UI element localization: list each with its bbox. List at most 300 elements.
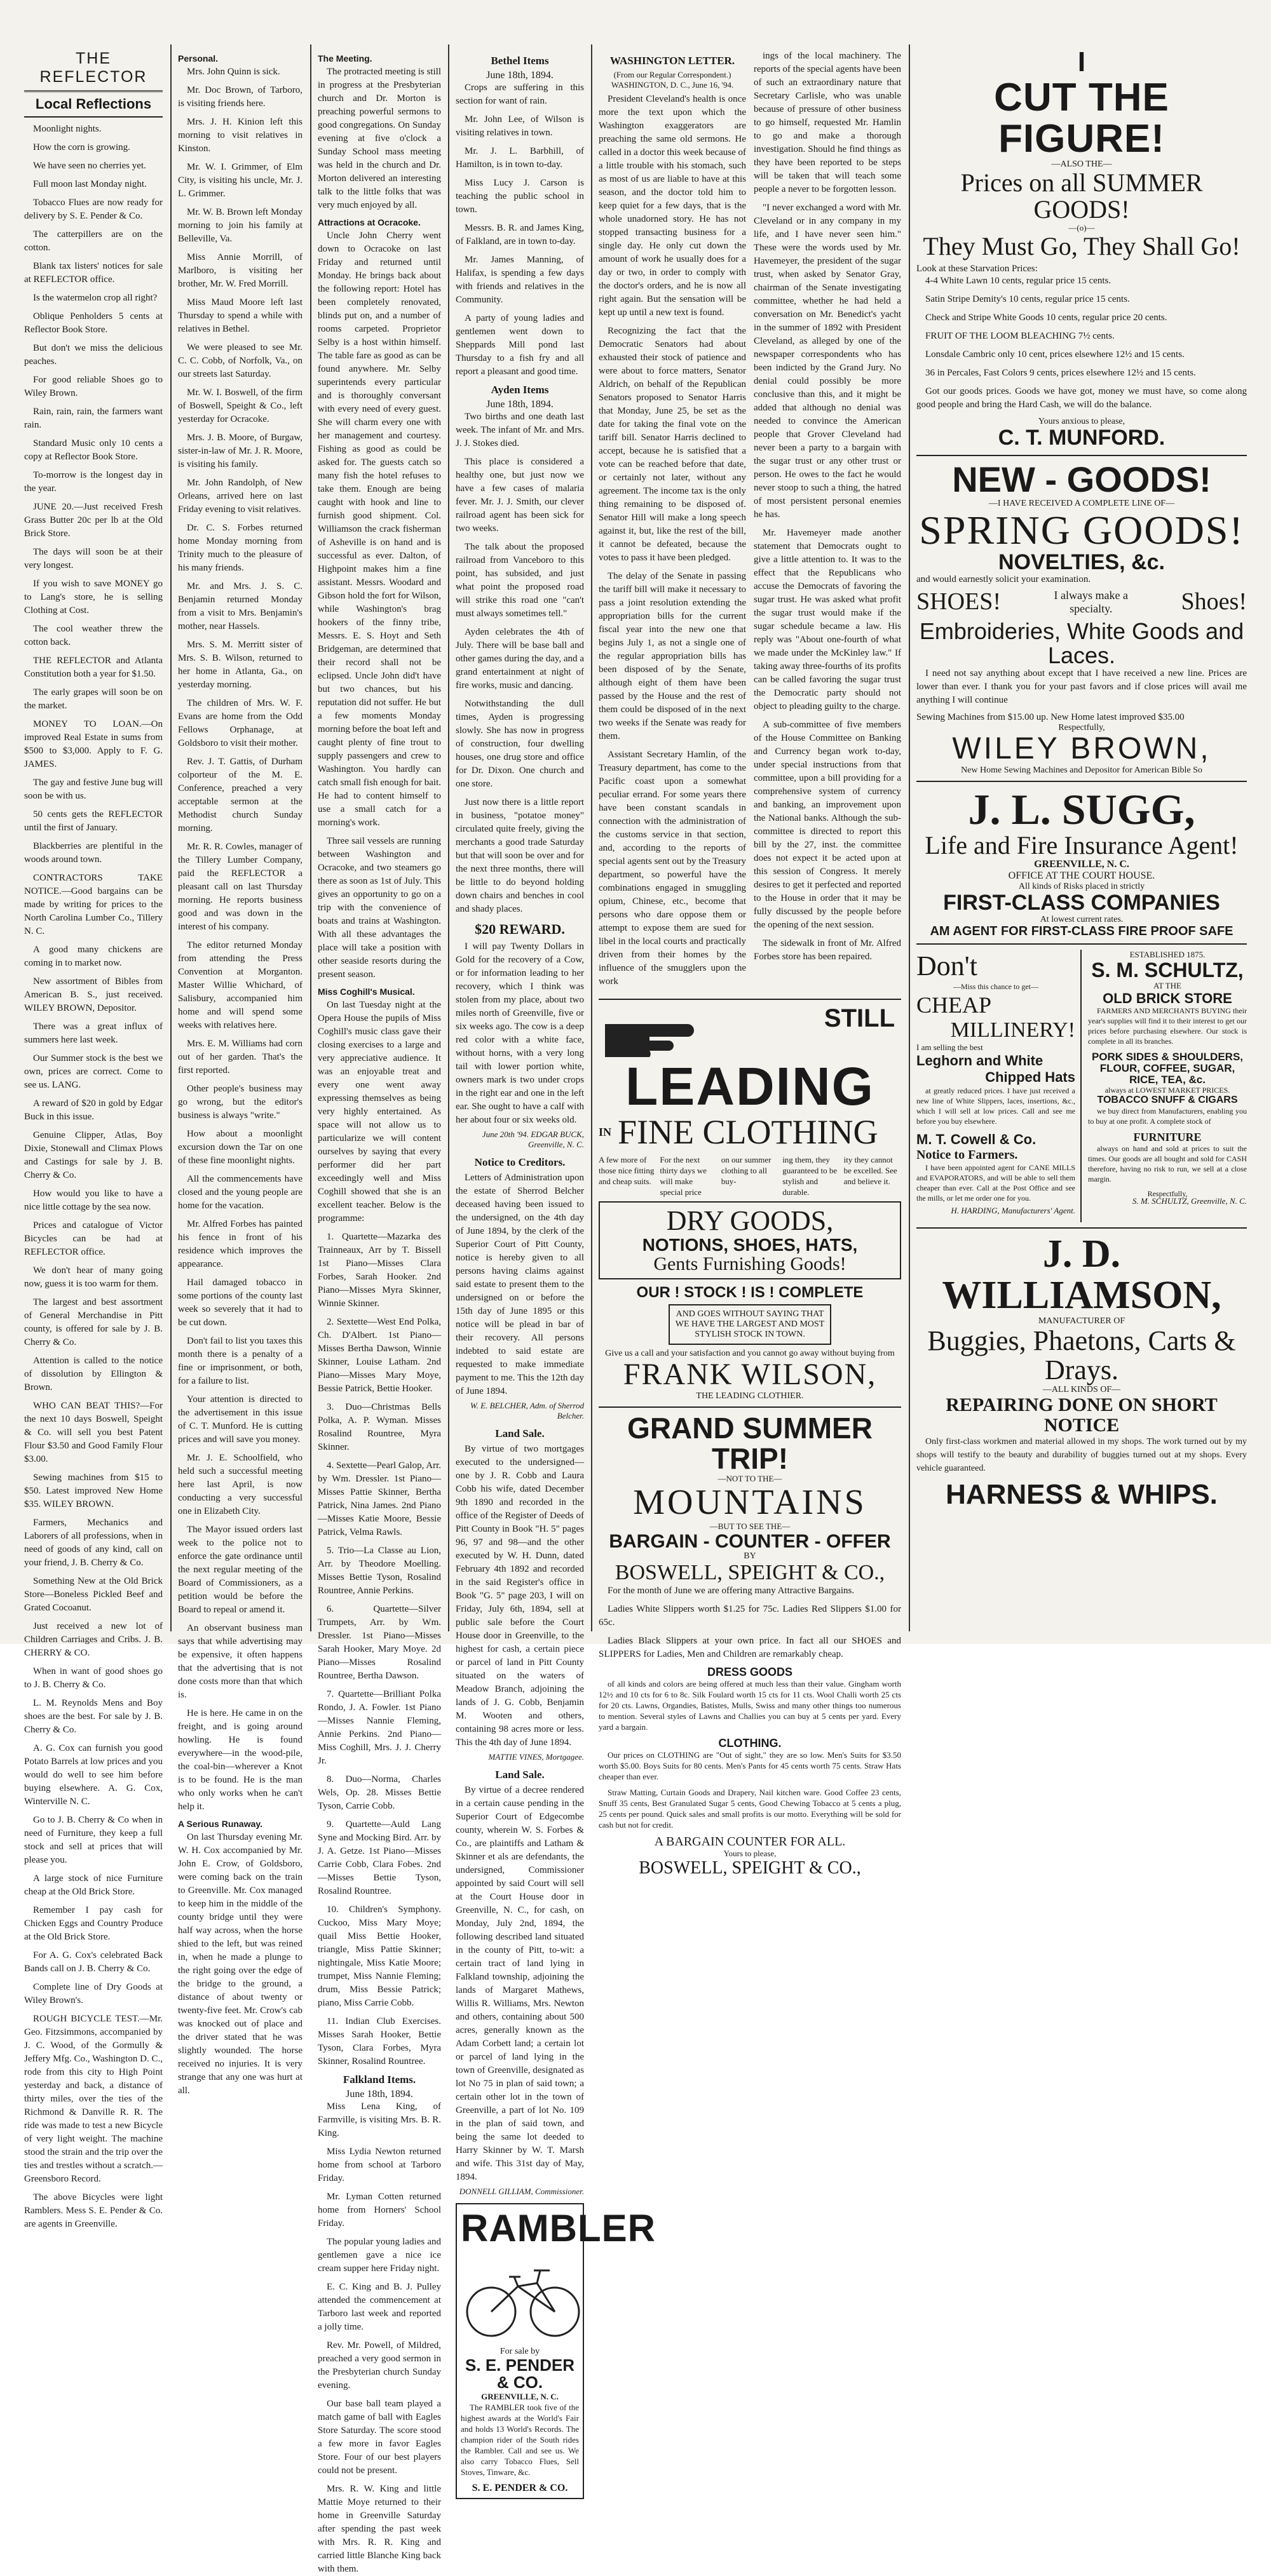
call-text: Give us a call and your satisfaction and you cannot go away without buying from [605, 1349, 895, 1359]
dry-goods-heading: DRY GOODS, [666, 1204, 834, 1236]
rambler-title: RAMBLER [461, 2207, 656, 2249]
runaway-article [178, 1831, 302, 2098]
sugg-city: GREENVILLE, N. C. [1034, 859, 1129, 870]
paragraph: Rain, rain, rain, the farmers want rain. [24, 407, 163, 430]
paragraph: Is the watermelon crop all right? [33, 293, 158, 303]
paragraph: Dr. C. S. Forbes returned home Monday morning from Trinity much to the pleasure of his many friends. [178, 523, 302, 573]
all-kinds-label: —ALL KINDS OF— [1042, 1385, 1121, 1395]
gents-heading: Gents Furnishing Goods! [653, 1253, 846, 1275]
frank-wilson-name: FRANK WILSON, [623, 1358, 877, 1392]
old-brick-store: OLD BRICK STORE [1103, 990, 1232, 1007]
prices-heading: Prices on all SUMMER GOODS! [960, 168, 1203, 224]
paragraph: A large stock of nice Furniture cheap at the Old Brick Store. [24, 1873, 163, 1897]
reward-text: I will pay Twenty Dollars in Gold for the recovery of a Cow, or for information leading to her recovery, which I think was stolen from my place, about two miles north of Greenville, five or six weeks ago. The cow is a deep red color with a white face, without horns, with a very long tail with lower portion white, owners mark is two under crops in the right ear and one in the left ear. She ought to have a calf with her about four or six weeks old. [456, 941, 584, 1125]
by-label: BY [744, 1551, 756, 1561]
paragraph: Moonlight nights. [33, 124, 102, 134]
paragraph: 4. Sextette—Pearl Galop, Arr. by Wm. Dressler. 1st Piano—Misses Pattie Skinner, Bertha Patrick, Nina James. 2nd Piano—Misses Katie Moore, Bessie Patrick, Velma Rawls. [318, 1460, 441, 1537]
ocracoke-article [318, 229, 441, 981]
williamson-ad [916, 1234, 1247, 1510]
land-sale-text: By virtue of a decree rendered in a certain cause pending in the Superior Court of Edgecombe county, wherein W. S. Forbes & Co., are plaintiffs and Latham & Skinner et als are defendants, the undersigned, Commissioner appointed by said Court will sell at the Court House door in Greenville, N. C., for cash, on Monday, July 2nd, 1894, the following described land situated in the county of Pitt, to-wit: a certain tract of land lying in Falkland township, adjoining the lands of Margaret Mathews, Willis R. Williams, Mrs. Newton and others, containing about 500 acres, generally known as the Adam Corbett land; a certain lot or parcel of land lying in the town of Greenville, designated as lot No 75 in plan of said town; a certain other lot in the town of Greenville, a part of lot No. 109 in the plan of said town, and being the same lot deeded to Harry Skinner by W. T. Marsh and wife. This 31st day of May, 1894. [456, 1785, 584, 2182]
paragraph: Miss Lucy J. Carson is teaching the public school in town. [456, 178, 584, 215]
paragraph: Mrs. J. H. Kinion left this morning to visit relatives in Kinston. [178, 117, 302, 154]
paragraph: Three sail vessels are running between Washington and Ocracoke, and two steamers go there as soon as 1st of July. This gives an opportunity to go on a trip with the convenience of boats and trains at Washington. With all these advantages the place will take a position with other seaside resorts during the present season. [318, 836, 441, 980]
dress-goods-heading: DRESS GOODS [707, 1666, 793, 1679]
received-label: —I HAVE RECEIVED A COMPLETE LINE OF— [988, 498, 1175, 508]
munford-signature: C. T. MUNFORD. [998, 426, 1166, 450]
leading-heading: LEADING [625, 1056, 874, 1116]
paragraph: How the corn is growing. [33, 142, 130, 152]
paragraph: Messrs. B. R. and James King, of Falkland, are in town to-day. [456, 223, 584, 246]
paragraph: For the month of June we are offering many Attractive Bargains. [608, 1586, 855, 1596]
munford-text: Got our goods prices. Goods we have got, money we must have, so come along good people and bring the Hard Cash, we will do the balance. [916, 386, 1247, 410]
paragraph: Mr. John Randolph, of New Orleans, arrived here on last Friday evening to visit relatives. [178, 478, 302, 515]
brown-text: I need not say anything about except that I have received a new line. Prices are lower than ever. I thank you for your past favors and if close prices will avail me anything I will continue [916, 668, 1247, 706]
section-heading: Notice to Creditors. [474, 1156, 566, 1168]
flour-heading: FLOUR, COFFEE, SUGAR, [1099, 1062, 1235, 1075]
repairing-heading: REPAIRING DONE ON SHORT NOTICE [946, 1394, 1218, 1436]
paragraph: Just received a new lot of Children Carriages and Cribs. J. B. CHERRY & CO. [24, 1621, 163, 1658]
paragraph: But don't we miss the delicious peaches. [24, 343, 163, 367]
paragraph: Rev. Mr. Powell, of Mildred, preached a very good sermon in the Presbyterian church Sunday evening. [318, 2340, 441, 2391]
section-heading: A Serious Runaway. [178, 1819, 263, 1829]
paragraph: On last Tuesday night at the Opera House the pupils of Miss Coghill's music class gave their closing exercises to a large and very appreciative audience. It was an enjoyable treat and every one went away expressing themselves as being very highly entertained. As space will not allow us to particularize we will content ourselves by saying that every performer did her part exceedingly well and Miss Coghill showed that she is an excellent teacher. Below is the programme: [318, 1000, 441, 1224]
washington-letter [599, 50, 901, 994]
paragraph: Genuine Clipper, Atlas, Boy Dixie, Stonewall and Climax Plows and Castings for sale by J. B. Cherry & Co. [24, 1130, 163, 1180]
firm-name: BOSWELL, SPEIGHT & CO., [615, 1561, 885, 1585]
wiley-brown-name: WILEY BROWN, [952, 732, 1211, 766]
column-meeting [311, 50, 447, 2574]
paragraph: Don't fail to list you taxes this month there is a penalty of a fine or imprisonment, or both, for a failure to list. [178, 1336, 302, 1386]
paragraph: For A. G. Cox's celebrated Back Bands call on J. B. Cherry & Co. [24, 1950, 163, 1974]
munford-ad [916, 48, 1247, 450]
paragraph: Mr. W. I. Boswell, of the firm of Boswell, Speight & Co., left yesterday for Ocracoke. [178, 388, 302, 424]
yours-label: Yours to please, [723, 1848, 777, 1858]
notice-heading: Notice to Farmers. [916, 1147, 1018, 1162]
paragraph: Crops are suffering in this section for want of rain. [456, 83, 584, 106]
paragraph: 50 cents gets the REFLECTOR until the first of January. [24, 809, 163, 833]
bicycle-illustration [461, 2248, 585, 2343]
paragraph: Other people's business may go wrong, but the editor's business is always "write." [178, 1084, 302, 1121]
wiley-brown-ad [916, 461, 1247, 776]
paragraph: We were pleased to see Mr. C. C. Cobb, of Norfolk, Va., on our streets last Saturday. [178, 342, 302, 379]
paragraph: Miss Annie Morrill, of Marlboro, is visiting her brother, Mr. W. Fred Morrill. [178, 252, 302, 289]
furniture-text: always on hand and sold at prices to suit the times. Our goods are all bought and sold for CASH therefore, having no risk to run, we sell at a close margin. [1088, 1143, 1247, 1183]
section-heading: Local Reflections [24, 96, 163, 118]
column-washington [592, 50, 907, 1878]
dealer-city: GREENVILLE, N. C. [481, 2391, 559, 2401]
paragraph: Two births and one death last week. The infant of Mr. and Mrs. J. J. Stokes died. [456, 412, 584, 448]
paragraph: The popular young ladies and gentlemen gave a nice ice cream supper here Friday night. [318, 2237, 441, 2274]
agent-text: AM AGENT FOR FIRST-CLASS FIRE PROOF SAFE [930, 924, 1234, 938]
paragraph: He is here. He came in on the freight, and is going around howling. He is found everywhere—in the wood-pile, the coal-bin—wherever a Knot is to be found. He is the man who only works when he can't help it. [178, 1708, 302, 1812]
paragraph: The editor returned Monday from attending the Press Convention at Morganton. Master Willie Whichard, of Salisbury, accompanied him home and will spend some weeks with relatives here. [178, 940, 302, 1030]
cowell-text: at greatly reduced prices. I have just received a new line of White Slippers, laces, insertions, &c., which I will sell at low prices. Call and see me before you buy elsewhere. [916, 1086, 1075, 1126]
resp-label: Respectfully, [1058, 723, 1105, 733]
section-heading: Land Sale. [495, 1769, 545, 1781]
williamson-text: Only first-class workmen and material allowed in my shops. The work turned out by my shops will testify to the beauty and durability of buggies turned out at my shops. Every vehicle guaranteed. [916, 1437, 1247, 1474]
offer-text: For the next thirty days we will make special price [660, 1154, 707, 1197]
section-heading: Miss Coghill's Musical. [318, 987, 415, 997]
masthead: THE REFLECTOR [24, 50, 163, 92]
personal-list [178, 65, 302, 1814]
paragraph: Your attention is directed to the advertisement in this issue of C. T. Munford. He is cutting prices and will save you money. [178, 1394, 302, 1445]
paragraph: On last Thursday evening Mr. W. H. Cox accompanied by Mr. John E. Crow, of Goldsboro, were coming back on the train to Greenville. Mr. Cox managed to keep him in the middle of the county bridge until they were half way across, when the horse shied to the left, but was reined in, when he made a plunge to the right going over the edge of the bridge to the ground, a distance of about twenty or twenty-five feet. Mr. Crow's cab was knocked out of place and the driver stated that he was slightly wounded. The horse received no injuries. It is very strange that any one was hurt at all. [178, 1832, 302, 2096]
article-paragraph: The delay of the Senate in passing the tariff bill will make it necessary to pass a joint resolution extending the appropriation bills for the current fiscal year into the new one that begins July 1, as not a single one of the regular appropriation bills has been disposed of by the Senate, although eight of them have been passed by the House and the rest of them could be disposed of in the next two weeks if the Senate was ready for them. [599, 571, 746, 741]
paragraph: The talk about the proposed railroad from Vanceboro to this point, has subsided, and just what point the proposed road will strike this road one "can't must always sometimes tell." [456, 542, 584, 619]
shoes-heading: SHOES! [916, 588, 1002, 615]
boswell-speight-ad [599, 1413, 901, 1878]
article-paragraph: Assistant Secretary Hamlin, of the Treasury department, has come to the Pacific coast upon a somewhat peculiar errand. For some years there have been constant scandals in connection with the administration of the customs service in that section, and, according to the reports of special agents sent out by the Treasury department, so powerful have the combinations engaged in smuggling opium, Chinese, etc., become that persons who dare oppose them or attempt to expose them are sued for libel in the local courts and practically driven from their homes by the influence of the smugglers upon the work [599, 750, 746, 987]
paragraph: The above Bicycles were light Ramblers. Mess S. E. Pender & Co. are agents in Greenville. [24, 2192, 163, 2229]
paragraph: 5. Trio—La Classe au Lion, Arr. by Theodore Moelling. Misses Bettie Tyson, Rosalind Rountree, Annie Perkins. [318, 1546, 441, 1596]
paragraph: Miss Maud Moore left last Thursday to spend a while with relatives in Bethel. [178, 297, 302, 334]
trip-heading: GRAND SUMMER TRIP! [627, 1411, 873, 1475]
paragraph: CONTRACTORS TAKE NOTICE.—Good bargains can be made by writing for prices to the North Carolina Lumber Co., Tillery N. C. [24, 873, 163, 936]
dry-goods-box [599, 1201, 901, 1279]
paragraph: Something New at the Old Brick Store—Boneless Pickled Beef and Grated Cocoanut. [24, 1576, 163, 1613]
offer-text: A few more of those nice fitting and cheap suits. [599, 1154, 655, 1186]
paragraph: For good reliable Shoes go to Wiley Brown. [24, 375, 163, 398]
paragraph: Just now there is a little report in business, "potatoe money" circulated quite freely, giving the merchants a good trade Saturday but that will soon be over and for the next three months, there will be little to do beyond holding down chairs and benches in cool and shady places. [456, 797, 584, 914]
signature: H. HARDING, Manufacturers' Agent. [951, 1205, 1075, 1215]
first-class-heading: FIRST-CLASS COMPANIES [943, 891, 1220, 915]
paragraph: This place is considered a healthy one, but just now we have a few cases of malaria fever. Mr. J. J. Smith, our clever railroad agent has been sick for two weeks. [456, 457, 584, 534]
section-heading: Ayden Items [491, 384, 549, 396]
paragraph: Blank tax listers' notices for sale at REFLECTOR office. [24, 261, 163, 285]
signature: DONNELL GILLIAM, Commissioner. [459, 2187, 584, 2196]
always-label: always at LOWEST MARKET PRICES. [1104, 1086, 1230, 1095]
paragraph: Blackberries are plentiful in the woods around town. [24, 841, 163, 865]
paragraph: Mrs. J. B. Moore, of Burgaw, sister-in-law of Mr. J. R. Moore, is visiting his family. [178, 433, 302, 469]
article-paragraph: The sidewalk in front of Mr. Alfred Forbes store has been repaired. [754, 938, 901, 962]
dateline: (From our Regular Correspondent.) WASHINGTON, D. C., June 16, '94. [611, 70, 734, 90]
dress-goods-text: of all kinds and colors are being offered at much less than their value. Gingham worth 12½ and 10 cts for 6 to 8c. Silk Foulard worth 15 cts for 11 cts. Wool Challi worth 25 cts for 20 cts. Lawns, Organdies, Batistes, Mulls, Swiss and many other things too numerous to mention. Several styles of Lawns and Challies you can buy at 5 cents per yard. Every yard a bargain. [599, 1679, 901, 1732]
section-heading: Personal. [178, 53, 219, 64]
article-paragraph: Recognizing the fact that the Democratic Senators had about exhausted their stock of patience and were about to force matters, Senator Aldrich, on behalf of the Republican Senators proposed to Senator Harris that Monday, June 25, be set as the date for taking the final vote on the tariff bill. Senator Harris declined to accept, because he is satisfied that a vote can be reached before that date, or certainly not later, without any agreement. The income tax is the only thing remaining to be disposed of. Senator Hill will make a long speech against it, but, like the rest of the bill, it cannot be defeated, because the votes to pass it have been pledged. [599, 326, 746, 563]
paragraph: Mr. James Manning, of Halifax, is spending a few days with friends and relatives in the Community. [456, 255, 584, 305]
schultz-ad [1088, 950, 1247, 1222]
embroideries-heading: Embroideries, White Goods and Laces. [919, 617, 1244, 668]
paragraph: Sewing machines from $15 to $50. Latest improved New Home $35. WILEY BROWN. [24, 1473, 163, 1509]
paragraph: Mrs. John Quinn is sick. [187, 67, 280, 77]
musical-article [318, 999, 441, 2068]
pointing-hand-icon [599, 1005, 901, 1058]
paragraph: The days will soon be at their very longest. [24, 547, 163, 570]
wiley-brown-tag: New Home Sewing Machines and Depositor for American Bible So [961, 765, 1202, 775]
paragraph: We don't hear of many going now, guess it is too warm for them. [24, 1265, 163, 1289]
paragraph: Tobacco Flues are now ready for delivery by S. E. Pender & Co. [24, 198, 163, 221]
falkland-article [318, 2100, 441, 2576]
shoes-heading: Shoes! [1181, 588, 1247, 615]
column-ads [910, 48, 1253, 1625]
section-heading: Bethel Items [491, 55, 549, 67]
mountains-heading: MOUNTAINS [633, 1483, 867, 1523]
offer-text: ing them, they guaranteed to be stylish and durable. [782, 1154, 838, 1197]
local-reflections-list [24, 123, 163, 2231]
divider [916, 781, 1247, 782]
resp-label: Respectfully, [1147, 1189, 1188, 1198]
paragraph: How would you like to have a nice little cottage by the sea now. [24, 1189, 163, 1212]
but-label: —BUT TO SEE THE— [709, 1521, 791, 1531]
paragraph: The protracted meeting is still in progress at the Presbyterian church and Dr. Morton is preaching powerful sermons to good congregations. On Sunday evening at five o'clock a Sunday School mass meeting was held in the church and Dr. Morton delivered an interesting talk to the little folks that was very much enjoyed by all. [318, 67, 441, 210]
rambler-text: The RAMBLER took five of the highest awards at the World's Fair and holds 13 World's Records. The champion rider of the South rides the Rambler. Call and see us. We also carry Tobacco Flues, Sell Stoves, Tinware, &c. [461, 2402, 579, 2477]
paragraph: Miss Lydia Newton returned home from school at Tarboro Friday. [318, 2147, 441, 2183]
divider [916, 455, 1247, 456]
paragraph: Prices and catalogue of Victor Bicycles can be had at REFLECTOR office. [24, 1220, 163, 1257]
ayden-article [456, 410, 584, 916]
washington-col-a [599, 50, 746, 994]
dateline: June 18th, 1894. [486, 70, 554, 81]
harness-heading: HARNESS & WHIPS. [946, 1479, 1218, 1511]
look-label: Look at these Starvation Prices: [916, 264, 1038, 274]
article-paragraph: Mr. Havemeyer made another statement that Democrats ought to give a little attention to. It was to the effect that the Republicans who accuse the Democrats of favoring the sugar trust. He was asked what profit the sugar trust would make if the sugar schedule became a law. His reply was "About one-fourth of what we made under the McKinley law." If taking away three-fourths of its profits can be called favoring the sugar trust the Democratic party should not object to pleading guilty to the charge. [754, 528, 901, 711]
paragraph: Uncle John Cherry went down to Ocracoke on last Friday and returned until Monday. He brings back about the following report: Hotel has been completely renovated, blinds put on, and a number of rooms carpeted. Proprietor Selby is a host within himself. The table fare as good as can be found anywhere. Mr. Selby superintends every particular and is thoroughly conversant with every need of every guest. She will charm every one with her management and courtesy. Fishing as good as could be asked for. The guests catch so many fish the hotel refuses to take them. Enough are being caught with hook and line to furnish good shipment. Col. Williamson the crack fisherman of Asheville is on hand and is successful as ever. Dalton, of Highpoint makes him a fine assistant. Messrs. Woodard and Gibson hold the fort for Wilson, while Washington's brag hookers of the finny tribe, Messrs. E. S. Hoyt and Seth Bridgeman, are determined that their record shall not be eclipsed. Uncle John did't have but two chances, but his reputation did not suffer. He but a few moments Monday morning before the boat left and caught plenty of fine trout to supply passengers and crew to Washington. You hardly can catch small fish enough for bait. He had to content himself to use a small catch for a morning's work. [318, 231, 441, 828]
firm-signature: BOSWELL, SPEIGHT & CO., [639, 1858, 861, 1878]
paragraph: The Mayor issued orders last week to the police not to enforce the gate ordinance until the next regular meeting of the Board of Commissioners, as a petition would be before the Board to repeal or amend it. [178, 1525, 302, 1615]
creditors-text: Letters of Administration upon the estate of Sherrod Belcher deceased having been issued to the undersigned, on the 4th day of June 1894, by the clerk of the Superior Court of Pitt County, notice is hereby given to all persons having claims against said estate to present them to the undersigned on or before the 15th day of June 1895 or this notice will be plead in bar of their recovery. All persons indebted to said estate are requested to make immediate payment to me. This the 12th day of June 1894. [456, 1173, 584, 1396]
article-paragraph: ings of the local machinery. The reports of the special agents have been of such an extraordinary nature that Secretary Carlisle, who was unable because of pressure of other business to go himself, requested Mr. Hamlin to go and make a thorough investigation. Should he find things as they have been reported to be steps will be taken that will teach some people a never to be forgotten lesson. [754, 51, 901, 194]
fine-clothing-row [599, 1114, 901, 1150]
rambler-ad [456, 2203, 656, 2499]
paragraph: THE REFLECTOR and Atlanta Constitution both a year for $1.50. [24, 656, 163, 679]
notions-heading: NOTIONS, SHOES, HATS, [642, 1235, 858, 1255]
signature: MATTIE VINES, Mortgagee. [488, 1752, 584, 1762]
sugg-ad [916, 787, 1247, 938]
must-go-heading: They Must Go, They Shall Go! [923, 232, 1240, 261]
selling-label: I am selling the best [916, 1042, 983, 1052]
paragraph: If you wish to save MONEY go to Lang's store, he is selling Clothing at Cost. [24, 579, 163, 616]
sugg-line: Life and Fire Insurance Agent! [925, 831, 1239, 860]
paragraph: 3. Duo—Christmas Bells Polka, A. P. Wyman. Misses Rosalind Rountree, Myra Skinner. [318, 1402, 441, 1452]
paragraph: MONEY TO LOAN.—On improved Real Estate in sums from $500 to $3,000. Apply to F. G. JAMES. [24, 719, 163, 769]
article-paragraph: A sub-committee of five members of the House Committee on Banking and Currency began work to-day, under special instructions from that committee, upon a bill providing for a comprehensive system of currency and banking, an improvement upon the National banks. Although the sub-committee is directed to report this bill by the 27, inst. the committee does not expect it be acted upon at this session of Congress. It merely desires to get it perfected and reported to the House in order that it may be fully discussed by the people before the opening of the next session. [754, 720, 901, 930]
paragraph: WHO CAN BEAT THIS?—For the next 10 days Boswell, Speight & Co. will sell you best Patent Flour $3.50 and Good Family Flour $3.00. [24, 1401, 163, 1464]
paragraph: Lonsdale Cambric only 10 cent, prices elsewhere 12½ and 15 cents. [925, 349, 1185, 360]
cowell-ad [916, 950, 1082, 1222]
paragraph: FRUIT OF THE LOOM BLEACHING 7½ cents. [925, 331, 1115, 342]
misc-text: Straw Matting, Curtain Goods and Drapery, Nail kitchen ware. Good Coffee 23 cents, Snuff 35 cents, Best Granulated Sugar 5 cents, Good Chewing Tobacco at 5 cents a plug, 25 cents per pound. Quick sales and small profits is our motto. Everything will be sold for cash but not for credit. [599, 1787, 901, 1830]
new-goods-heading: NEW - GOODS! [952, 459, 1211, 500]
paragraph: Mr. R. R. Cowles, manager of the Tillery Lumber Company, paid the REFLECTOR a pleasant call on last Thursday morning. He reports business good and was down in the interest of his company. [178, 842, 302, 932]
paragraph: Notwithstanding the dull times, Ayden is progressing slowly. She has now in progress of construction, four dwelling houses, one drug store and office for Dr. Dixon. One church and one store. [456, 699, 584, 789]
spring-goods-heading: SPRING GOODS! [919, 507, 1244, 553]
offer-text: on our summer clothing to all buy- [721, 1154, 771, 1186]
dateline: June 18th, 1894. [346, 2089, 413, 2100]
buggies-heading: Buggies, Phaetons, Carts & Drays. [927, 1325, 1236, 1386]
section-heading: The Meeting. [318, 53, 372, 64]
paragraph: Remember I pay cash for Chicken Eggs and Country Produce at the Old Brick Store. [24, 1905, 163, 1942]
rice-heading: RICE, TEA, &c. [1129, 1074, 1206, 1086]
paragraph: 9. Quartette—Auld Lang Syne and Mocking Bird. Arr. by J. A. Getze. 1st Piano—Misses Carrie Cobb, Clara Fobes. 2nd—Misses Bettie Tyson, Rosalind Rountree. [318, 1819, 441, 1896]
article-paragraph: "I never exchanged a word with Mr. Cleveland or in any company in my life, and I have never seen him." These were the words used by Mr. Havemeyer, the president of the sugar trust, when asked by Senator Gray, chairman of the Senate investigating committee, whether he had held a conversation on Mr. Benedict's yacht in the summer of 1892 with President Cleveland, as alleged by one of the newspaper correspondents who has been indicted by the Grand Jury. No denial could possibly be more conclusive than this, and it might be added that although no denial was needed to convince the American people that Grover Cleveland had never been a party to a bargain with the sugar trust or any other trust or person. He owes to the fact he would never stoop to such a thing, the hatred of most persistent personal enemies he has. [754, 203, 901, 520]
tobacco-text: we buy direct from Manufacturers, enabling you to buy at one profit. A complete stock of [1088, 1106, 1247, 1126]
paragraph: The children of Mrs. W. F. Evans are home from the Odd Fellows Orphanage, at Goldsboro to visit their mother. [178, 698, 302, 748]
paragraph: Satin Stripe Demity's 10 cents, regular price 15 cents. [925, 294, 1130, 305]
clothing-text: Our prices on CLOTHING are "Out of sight," they are so low. Men's Suits for $3.50 worth $5.00. Boys Suits for 80 cents. Men's Pants for 45 cents worth 75 cents. Straw Hats cheaper than ever. [599, 1750, 901, 1781]
paragraph: Complete line of Dry Goods at Wiley Brown's. [24, 1982, 163, 2006]
sewing-text: Sewing Machines from $15.00 up. New Home latest improved $35.00 [916, 712, 1185, 723]
paragraph: A party of young ladies and gentlemen went down to Sheppards Mill pond last Thursday to a fish fry and all report a pleasant and good time. [456, 313, 584, 377]
trip-lines [599, 1584, 901, 1661]
paragraph: Mr. John Lee, of Wilson is visiting relatives in town. [456, 114, 584, 138]
paragraph: The gay and festive June bug will soon be with us. [24, 778, 163, 801]
paragraph: A good many chickens are coming in to market now. [24, 945, 163, 968]
paragraph: Go to J. B. Cherry & Co when in need of Furniture, they keep a full stock and sell at prices that will please you. [24, 1815, 163, 1865]
signature: June 20th '94. EDGAR BUCK, Greenville, N. C. [482, 1130, 584, 1149]
schultz-name: S. M. SCHULTZ, [1091, 958, 1244, 981]
paragraph: Mr. J. E. Schoolfield, who held such a successful meeting here last April, is now conducting a very successful one in Elizabeth City. [178, 1453, 302, 1516]
paragraph: Mr. W. I. Grimmer, of Elm City, is visiting his uncle, Mr. J. L. Grimmer. [178, 162, 302, 199]
paragraph: Mr. and Mrs. J. S. C. Benjamin returned Monday from a visit to Mrs. Benjamin's mother, near Hassels. [178, 581, 302, 631]
fine-clothing-heading: FINE CLOTHING [618, 1113, 878, 1152]
frank-wilson-ad [599, 1005, 901, 1401]
paragraph: 36 in Percales, Fast Colors 9 cents, prices elsewhere 12½ and 15 cents. [925, 368, 1196, 379]
ads-pair [916, 950, 1247, 1222]
section-heading: Land Sale. [495, 1427, 545, 1440]
paragraph: Check and Stripe White Goods 10 cents, regular price 20 cents. [925, 313, 1167, 323]
sugg-placed: All kinds of Risks placed in strictly [1018, 882, 1145, 892]
paragraph: Ladies Black Slippers at your own price. In fact all our SHOES and SLIPPERS for Ladies, Men and Children are remarkably cheap. [599, 1636, 901, 1660]
chipped-hats-heading: Chipped Hats [985, 1069, 1075, 1085]
clothing-offer-columns [599, 1154, 901, 1197]
section-heading: Falkland Items. [343, 2074, 416, 2086]
paragraph: Ayden celebrates the 4th of July. There will be base ball and other games during the day, and a grand entertainment at night of fire works, music and dancing. [456, 627, 584, 691]
still-heading: STILL [824, 1004, 895, 1032]
schultz-text: FARMERS AND MERCHANTS BUYING their year's supplies will find it to their interest to get our prices before purchasing elsewhere. Our stock is complete in all its branches. [1088, 1006, 1247, 1046]
sugg-name: J. L. SUGG, [968, 785, 1195, 833]
rates-text: At lowest current rates. [1040, 914, 1124, 924]
novelties-heading: NOVELTIES, &c. [998, 550, 1165, 575]
paragraph: Mr. Doc Brown, of Tarboro, is visiting friends here. [178, 85, 302, 109]
paragraph: ROUGH BICYCLE TEST.—Mr. Geo. Fitzsimmons, accompanied by J. C. Wood, of the Gormully & Jeffery Mfg. Co., Washington D. C., rode from this city to High Point yesterday and back, a distance of thirty miles, over the ties of the Richmond & Danville R. R. The ride was made to test a new Bicycle of very light weight. The machine stood the strain and the trip over the ties and trestles without a scratch.—Greensboro Record. [24, 2014, 163, 2184]
miss-label: —Miss this chance to get— [953, 981, 1038, 991]
paragraph: 2. Sextette—West End Polka, Ch. D'Albert. 1st Piano—Misses Bertha Dawson, Winnie Skinner, Louise Latham. 2nd Piano—Misses Mary Moye, Bessie Patrick, Bettie Hooker. [318, 1317, 441, 1394]
dealer-name: S. E. PENDER & CO. [465, 2356, 574, 2392]
signature: S. M. SCHULTZ, Greenville, N. C. [1132, 1196, 1247, 1206]
paragraph: Mrs. S. M. Merritt sister of Mrs. S. B. Wilson, returned to her home in Atlanta, Ga., on yesterday morning. [178, 640, 302, 690]
dont-heading: Don't [916, 950, 977, 981]
column-personal [172, 50, 309, 2096]
divider [599, 1406, 901, 1408]
paragraph: There was a great influx of summers here last week. [24, 1022, 163, 1045]
paragraph: 1. Quartette—Mazarka des Trainneaux, Arr by T. Bissell 1st Piano—Misses Clara Forbes, Sarah Hooker. 2nd Piano—Misses Myra Skinner, Winnie Skinner. [318, 1232, 441, 1309]
williamson-name: J. D. WILLIAMSON, [942, 1232, 1221, 1317]
counter-heading: A BARGAIN COUNTER FOR ALL. [654, 1834, 846, 1849]
paragraph: 8. Duo—Norma, Charles Wels, Op. 28. Misses Bettie Tyson, Carrie Cobb. [318, 1774, 441, 1811]
big-i: I [1077, 46, 1086, 78]
paragraph: Our Summer stock is the best we own, prices are correct. Come to see us. LANG. [24, 1053, 163, 1090]
paragraph: Hail damaged tobacco in some portions of the county last week so severely that it had to be cut down. [178, 1278, 302, 1328]
paragraph: The cool weather threw the cotton back. [24, 624, 163, 647]
notice-text: I have been appointed agent for CANE MILLS and EVAPORATORS, and will be able to sell them cheaper than ever. Call at the Post Office and see the mills, or let me order one for you. [916, 1163, 1075, 1203]
paragraph: L. M. Reynolds Mens and Boy shoes are the best. For sale by J. B. Cherry & Co. [24, 1698, 163, 1735]
paragraph: Oblique Penholders 5 cents at Reflector Book Store. [24, 311, 163, 335]
dealer-signature: S. E. PENDER & CO. [472, 2482, 568, 2493]
paragraph: 6. Quartette—Silver Trumpets, Arr. by Wm. Dressler. 1st Piano—Misses Sarah Hooker, Mary Moye. 2d Piano—Misses Rosalind Rountree, Bertha Dawson. [318, 1604, 441, 1681]
stock-box: AND GOES WITHOUT SAYING THAT WE HAVE THE LARGEST AND MOST STYLISH STOCK IN TOWN. [669, 1304, 831, 1345]
furniture-heading: FURNITURE [1133, 1130, 1202, 1143]
not-label: —NOT TO THE— [717, 1474, 782, 1484]
paragraph: 11. Indian Club Exercises. Misses Sarah Hooker, Bettie Tyson, Clara Forbes, Myra Skinner, Rosalind Rountree. [318, 2016, 441, 2067]
paragraph: A. G. Cox can furnish you good Potato Barrels at low prices and you would do well to see him before buying elsewhere. A. G. Cox, Winterville N. C. [24, 1743, 163, 1807]
paragraph: Miss Lena King, of Farmville, is visiting Mrs. B. R. King. [318, 2101, 441, 2138]
cheap-heading: CHEAP [916, 992, 992, 1018]
paragraph: E. C. King and B. J. Pulley attended the commencement at Tarboro last week and reported a jolly time. [318, 2282, 441, 2332]
washington-col-b [754, 50, 901, 994]
paragraph: An observant business man says that while advertising may be expensive, it often happens that the advertising that is not done costs more than that which is. [178, 1623, 302, 1700]
paragraph: Farmers, Mechanics and Laborers of all professions, when in need of goods of any kind, call on your friend, J. B. Cherry & Co. [24, 1518, 163, 1568]
paragraph: Mr. Alfred Forbes has painted his fence in front of his residence which improves the appearance. [178, 1219, 302, 1269]
paragraph: All the commencements have closed and the young people are home for the vacation. [178, 1174, 302, 1211]
paragraph: Rev. J. T. Gattis, of Durham colporteur of the M. E. Conference, preached a very acceptable sermon at the Methodist church Sunday morning. [178, 757, 302, 833]
also-label: —ALSO THE— [1051, 159, 1112, 170]
price-lines [916, 274, 1247, 380]
section-heading: WASHINGTON LETTER. [609, 55, 735, 67]
article-paragraph: President Cleveland's health is once more the text upon which the Washington exaggerators are preaching the same old sermons. He called in a doctor this week because of a little trouble with his stomach, such as most of us are liable to have at this season, and the doctor told him to keep quiet for a few days, that is the whole unadorned story. He has not stopped transacting business for a single day. He only cut down the amount of work he usually does for a day or two, in order to comply with the doctor's orders, and he is now all right again. But the sensation will be kept up until a new text is found. [599, 94, 746, 318]
paragraph: JUNE 20.—Just received Fresh Grass Butter 20c per lb at the Old Brick Store. [24, 502, 163, 539]
meeting-article [318, 65, 441, 212]
paragraph: Our base ball team played a match game of ball with Eagles Store Saturday. The score stood a few more in favor Eagles Store. Four of our best players could not be present. [318, 2399, 441, 2476]
for-sale-label: For sale by [500, 2347, 540, 2356]
sugg-office: OFFICE AT THE COURT HOUSE. [1008, 870, 1155, 882]
yours-label: Yours anxious to please, [1038, 417, 1125, 427]
paragraph: 7. Quartette—Brilliant Polka Rondo, J. A. Fowler. 1st Piano—Misses Nannie Fleming, Annie Perkins. 2nd Piano—Miss Coghill, Mrs. J. J. Cherry Jr. [318, 1689, 441, 1766]
signature: W. E. BELCHER, Adm. of Sherrod Belcher. [470, 1401, 584, 1420]
paragraph: Mrs. E. M. Williams had corn out of her garden. That's the first reported. [178, 1039, 302, 1076]
bargain-heading: BARGAIN - COUNTER - OFFER [609, 1530, 891, 1552]
divider [599, 999, 901, 1000]
paragraph: To-morrow is the longest day in the year. [24, 470, 163, 494]
cowell-firm: M. T. Cowell & Co. [916, 1131, 1037, 1147]
reward-heading: $20 REWARD. [475, 921, 565, 937]
paragraph: New assortment of Bibles from American B. S., just received. WILEY BROWN, Depositor. [24, 976, 163, 1013]
solicit-text: and would earnestly solicit your examination. [916, 574, 1091, 584]
bethel-article [456, 81, 584, 379]
paragraph: Ladies White Slippers worth $1.25 for 75c. Ladies Red Slippers $1.00 for 65c. [599, 1604, 901, 1628]
paragraph: Attention is called to the notice of dissolution by Ellington & Brown. [24, 1356, 163, 1393]
shoes-row [916, 589, 1247, 616]
specialty-text: I always make a specialty. [1054, 588, 1128, 615]
at-label: AT THE [1153, 981, 1181, 991]
land-sale-text: By virtue of two mortgages executed to the undersigned—one by J. R. Cobb and Laura Cobb his wife, dated December 9th 1890 and recorded in the office of the Register of Deeds of Pitt County in Book "H. 5" pages 96, 97 and 98—and the other executed by W. H. Dunn, dated February 4th 1892 and recorded in the said Register's office in Book "G. 5" page 203, I will on Friday, July 6th, 1894, sell at public sale before the Court House door in Greenville, to the highest for cash, a certain piece or parcel of land in Pitt County situated on the waters of Meadow Branch, adjoining the lands of J. G. Cobb, Benjamin M. Wooten and others, containing 98 acres more or less. This the 4th day of June 1894. [456, 1444, 584, 1748]
paragraph: How about a moonlight excursion down the Tar on one of these fine moonlight nights. [178, 1129, 302, 1166]
est-label: ESTABLISHED 1875. [1129, 949, 1206, 959]
paragraph: The largest and best assortment of General Merchandise in Pitt county, is offered for sale by J. B. Cherry & Co. [24, 1297, 163, 1347]
mfr-label: MANUFACTURER OF [1038, 1316, 1125, 1326]
divider-mark: —(o)— [1068, 223, 1095, 233]
paragraph: The early grapes will soon be on the market. [24, 687, 163, 711]
paragraph: Mr. Lyman Cotten returned home from Horners' School Friday. [318, 2192, 441, 2229]
paragraph: A reward of $20 in gold by Edgar Buck in this issue. [24, 1098, 163, 1122]
paragraph: When in want of good shoes go to J. B. Cherry & Co. [24, 1666, 163, 1690]
column-local-reflections [18, 46, 169, 2229]
paragraph: Standard Music only 10 cents a copy at Reflector Book Store. [24, 438, 163, 462]
dateline: June 18th, 1894. [486, 399, 554, 410]
paragraph: Mr. W. B. Brown left Monday morning to join his family at Belleville, Va. [178, 207, 302, 244]
paragraph: The catterpillers are on the cotton. [24, 229, 163, 253]
divider [916, 943, 1247, 945]
pointing-hand-icon [599, 1005, 751, 1058]
section-heading: Attractions at Ocracoke. [318, 217, 421, 227]
millinery-heading: MILLINERY! [950, 1018, 1075, 1042]
in-label: IN [599, 1126, 612, 1139]
paragraph: 10. Children's Symphony. Cuckoo, Miss Mary Moye; quail Miss Bettie Hooker, triangle, Miss Pattie Skinner; nightingale, Miss Katie Moore; trumpet, Miss Nannie Fleming; drum, Miss Bessie Patrick; piano, Miss Carrie Cobb. [318, 1905, 441, 2008]
tobacco-heading: TOBACCO SNUFF & CIGARS [1097, 1095, 1238, 1106]
offer-text: ity they cannot be excelled. See and believe it. [843, 1154, 897, 1186]
leghorn-heading: Leghorn and White [916, 1052, 1043, 1069]
paragraph: Mrs. R. W. King and little Mattie Moye returned to their home in Greenville Saturday after spending the past week with Mrs. R. R. King and carried little Blanche King back with them. [318, 2484, 441, 2574]
stock-heading: OUR ! STOCK ! IS ! COMPLETE [636, 1283, 864, 1301]
